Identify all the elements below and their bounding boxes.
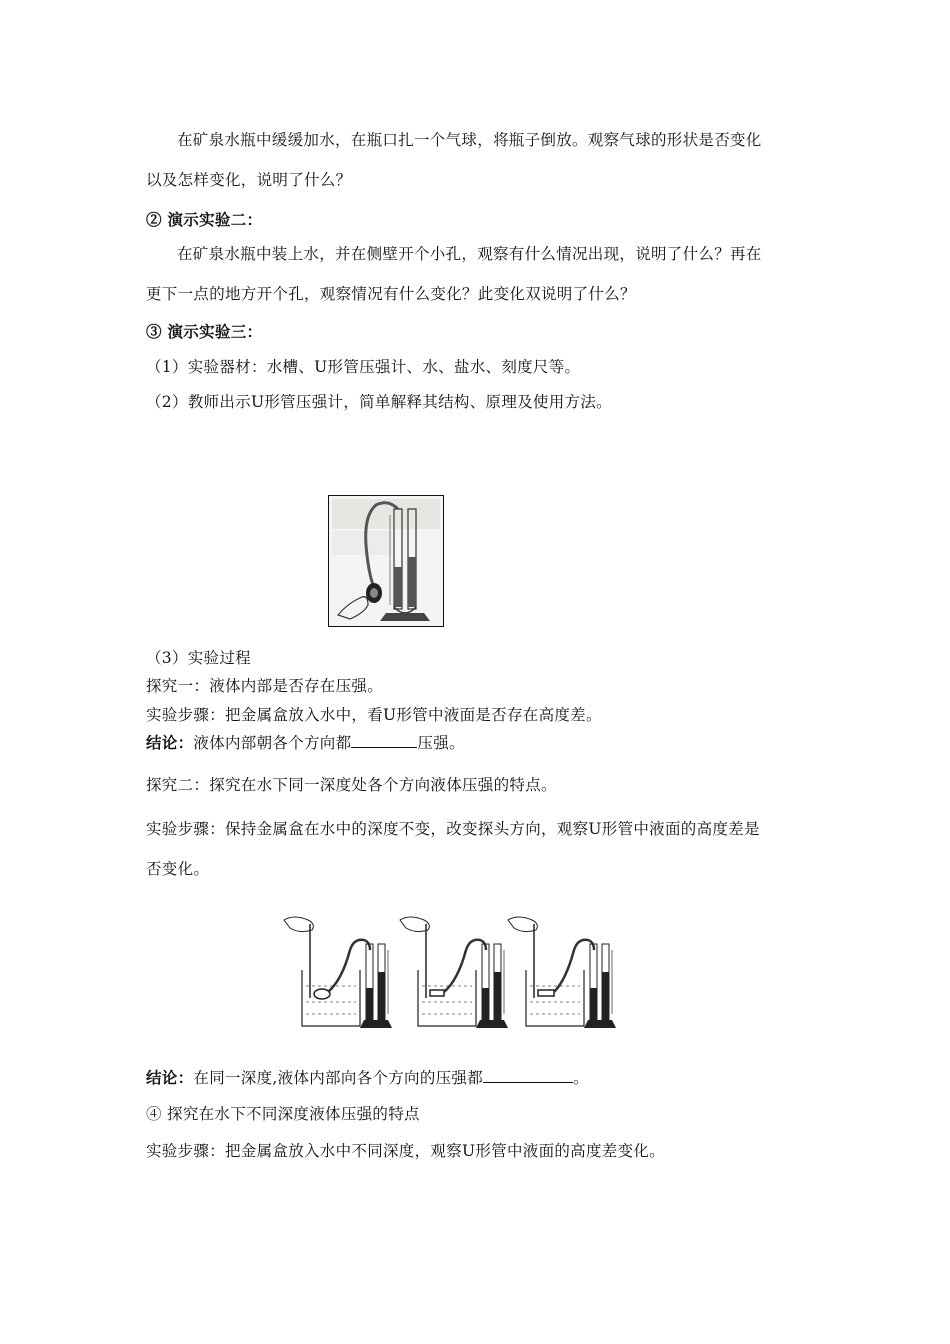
conclusion-2: 结论：在同一深度,液体内部向各个方向的压强都 。 — [146, 1068, 589, 1087]
inquiry-1: 探究一：液体内部是否存在压强。 — [146, 677, 384, 695]
fill-in-blank-2[interactable] — [483, 1068, 573, 1083]
item-2-teacher-demo: （2）教师出示U形管压强计，简单解释其结构、原理及使用方法。 — [146, 393, 612, 411]
conclusion-2-label: 结论： — [146, 1068, 194, 1087]
steps-4: 实验步骤：把金属盒放入水中不同深度，观察U形管中液面的高度差变化。 — [146, 1142, 665, 1160]
paragraph-1-line-2: 以及怎样变化，说明了什么？ — [146, 171, 352, 189]
conclusion-1: 结论：液体内部朝各个方向都 压强。 — [146, 733, 465, 752]
manometer-setup-2 — [400, 917, 508, 1028]
paragraph-2-line-2: 更下一点的地方开个孔，观察情况有什么变化？此变化双说明了什么？ — [146, 285, 636, 303]
item-1-equipment: （1）实验器材：水槽、U形管压强计、水、盐水、刻度尺等。 — [146, 358, 581, 376]
conclusion-1-label: 结论： — [146, 733, 194, 752]
three-manometer-setups-figure — [278, 910, 618, 1034]
paragraph-2-line-1: 在矿泉水瓶中装上水，并在侧壁开个小孔，观察有什么情况出现，说明了什么？再在 — [177, 245, 762, 263]
manometer-setup-1 — [284, 917, 392, 1028]
inquiry-4: ④ 探究在水下不同深度液体压强的特点 — [146, 1105, 420, 1123]
u-tube-manometer-figure — [328, 495, 444, 627]
demo-3-heading: ③ 演示实验三： — [146, 322, 263, 341]
item-3-process: （3）实验过程 — [146, 649, 251, 667]
paragraph-1-line-1: 在矿泉水瓶中缓缓加水，在瓶口扎一个气球，将瓶子倒放。观察气球的形状是否变化 — [177, 131, 762, 149]
fill-in-blank-1[interactable] — [351, 733, 417, 748]
steps-1: 实验步骤：把金属盒放入水中，看U形管中液面是否存在高度差。 — [146, 706, 602, 724]
steps-2-line-2: 否变化。 — [146, 860, 210, 878]
manometer-setup-3 — [508, 917, 616, 1028]
demo-2-heading: ② 演示实验二： — [146, 210, 263, 229]
inquiry-2: 探究二：探究在水下同一深度处各个方向液体压强的特点。 — [146, 776, 557, 794]
steps-2-line-1: 实验步骤：保持金属盒在水中的深度不变，改变探头方向，观察U形管中液面的高度差是 — [146, 820, 760, 838]
